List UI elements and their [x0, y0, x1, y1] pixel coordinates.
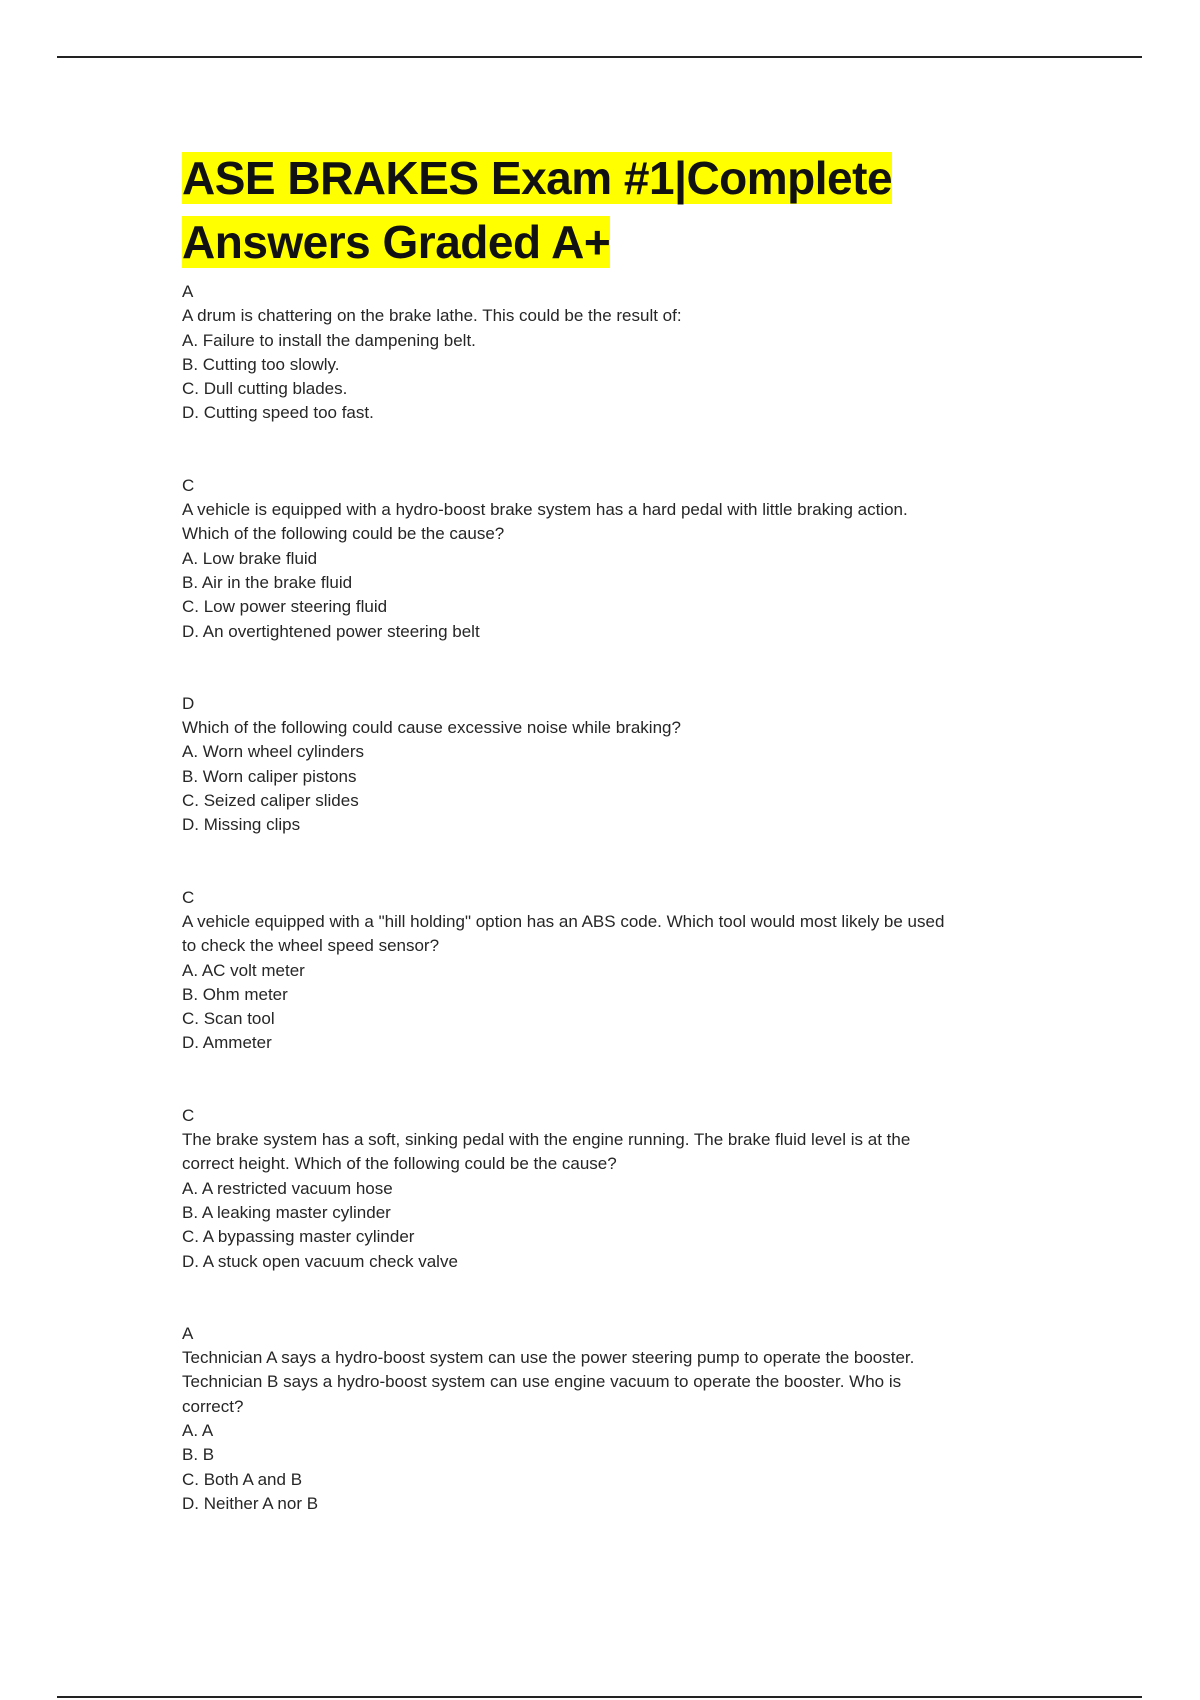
option-c: C. Low power steering fluid	[182, 597, 388, 617]
question-text: A drum is chattering on the brake lathe. This could be the result of:	[182, 306, 682, 326]
question-block-5	[182, 1104, 1032, 1274]
option-a: A. A restricted vacuum hose	[182, 1178, 393, 1198]
option-a: A. A	[182, 1420, 214, 1440]
option-b: B. A leaking master cylinder	[182, 1202, 391, 1222]
option-b: B. Air in the brake fluid	[182, 572, 353, 592]
question-text-line-1: The brake system has a soft, sinking pedal with the engine running. The brake fluid level is at the	[182, 1130, 911, 1150]
answer-key: D	[182, 693, 195, 713]
option-b: B. Worn caliper pistons	[182, 766, 357, 786]
option-d: D. Neither A nor B	[182, 1493, 319, 1513]
option-d: D. Cutting speed too fast.	[182, 403, 374, 423]
option-c: C. Seized caliper slides	[182, 791, 359, 811]
question-block-4	[182, 886, 1032, 1056]
answer-key: C	[182, 887, 195, 907]
question-block-6	[182, 1322, 1032, 1516]
answer-key: C	[182, 1105, 195, 1125]
title-line-1: ASE BRAKES Exam #1|Complete	[182, 152, 893, 204]
question-text-line-2: to check the wheel speed sensor?	[182, 936, 440, 956]
question-text-line-3: correct?	[182, 1396, 244, 1416]
option-c: C. Dull cutting blades.	[182, 379, 348, 399]
question-text-line-1: Technician A says a hydro-boost system can use the power steering pump to operate the booster.	[182, 1348, 915, 1368]
question-text-line-2: Which of the following could be the cause?	[182, 524, 505, 544]
top-rule	[57, 56, 1142, 58]
option-d: D. Missing clips	[182, 815, 301, 835]
question-text-line-2: correct height. Which of the following could be the cause?	[182, 1154, 617, 1174]
page-title	[182, 146, 1032, 274]
question-block-2	[182, 474, 1032, 644]
option-c: C. A bypassing master cylinder	[182, 1227, 415, 1247]
option-d: D. Ammeter	[182, 1033, 272, 1053]
answer-key: A	[182, 282, 194, 301]
bottom-rule	[57, 1696, 1142, 1698]
option-b: B. Cutting too slowly.	[182, 354, 340, 374]
option-a: A. Worn wheel cylinders	[182, 742, 365, 762]
question-text: Which of the following could cause excessive noise while braking?	[182, 718, 681, 738]
option-a: A. Low brake fluid	[182, 548, 318, 568]
title-line-2: Answers Graded A+	[182, 216, 611, 268]
option-a: A. AC volt meter	[182, 960, 305, 980]
option-b: B. Ohm meter	[182, 984, 288, 1004]
option-d: D. A stuck open vacuum check valve	[182, 1251, 458, 1271]
answer-key: A	[182, 1323, 194, 1343]
document-body	[182, 146, 1032, 1516]
answer-key: C	[182, 475, 195, 495]
question-text-line-1: A vehicle is equipped with a hydro-boost brake system has a hard pedal with little braking action.	[182, 500, 908, 520]
question-block-1	[182, 280, 1032, 426]
option-c: C. Scan tool	[182, 1009, 275, 1029]
option-a: A. Failure to install the dampening belt.	[182, 330, 476, 350]
question-text-line-1: A vehicle equipped with a "hill holding" option has an ABS code. Which tool would most likely be used	[182, 911, 945, 931]
option-c: C. Both A and B	[182, 1469, 303, 1489]
question-block-3	[182, 692, 1032, 838]
option-d: D. An overtightened power steering belt	[182, 621, 480, 641]
option-b: B. B	[182, 1445, 215, 1465]
question-text-line-2: Technician B says a hydro-boost system can use engine vacuum to operate the booster. Who is	[182, 1372, 902, 1392]
